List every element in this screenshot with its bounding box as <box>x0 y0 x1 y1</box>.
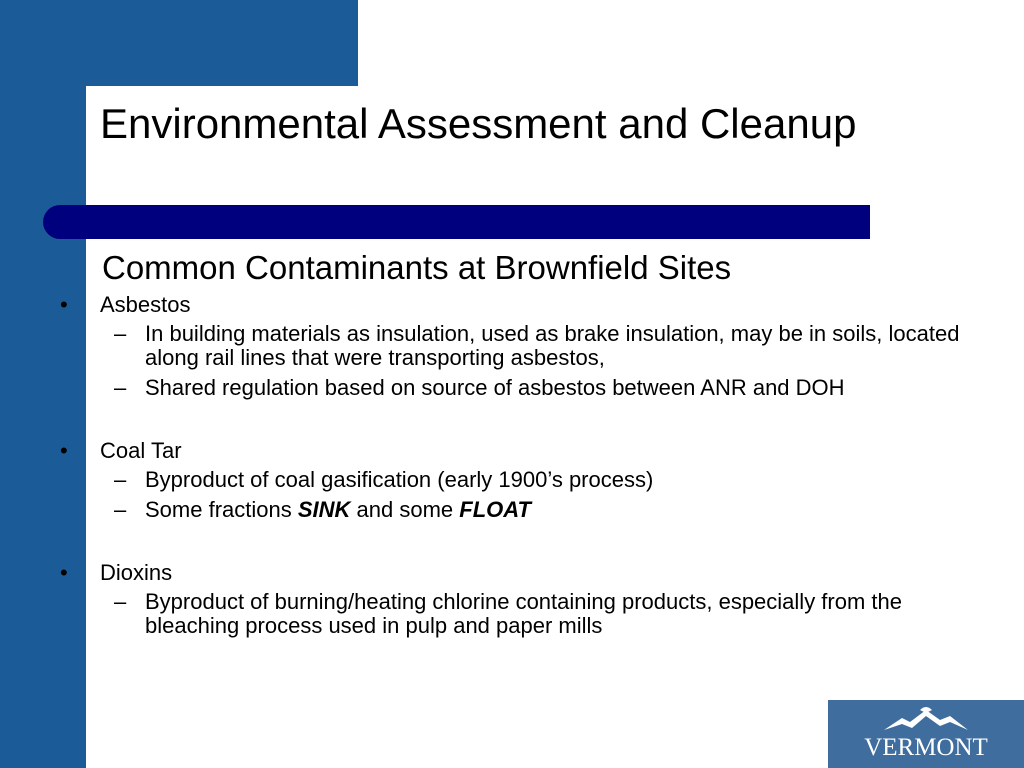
sub-item-text-part: and some <box>350 497 460 522</box>
sub-list <box>58 468 988 522</box>
subheading: Common Contaminants at Brownfield Sites <box>102 249 732 286</box>
sub-item-text: Byproduct of burning/heating chlorine containing products, especially from the bleaching process used in pulp and paper mills <box>145 589 903 638</box>
spacer <box>58 406 988 438</box>
bullet-item <box>58 560 988 586</box>
bullet-item <box>58 438 988 464</box>
bullet-icon: • <box>60 292 68 317</box>
sink-emphasis: SINK <box>297 497 351 522</box>
spacer <box>58 528 988 560</box>
bullet-icon: • <box>60 560 68 585</box>
dash-icon: – <box>114 375 127 400</box>
sub-item-text: In building materials as insulation, used as brake insulation, may be in soils, located along rail lines that were transporting asbestos, <box>145 321 960 370</box>
dash-icon: – <box>114 497 127 522</box>
sub-item-text: Byproduct of coal gasification (early 1900’s process) <box>145 467 654 492</box>
bullet-item <box>58 292 988 318</box>
dash-icon: – <box>114 589 127 614</box>
section-coal-tar <box>58 438 988 522</box>
mountain-icon <box>880 704 972 736</box>
sub-list <box>58 322 988 400</box>
sub-item <box>58 590 988 638</box>
accent-bar <box>43 205 870 239</box>
section-dioxins <box>58 560 988 638</box>
dash-icon: – <box>114 321 127 346</box>
top-band <box>0 0 358 86</box>
sub-item <box>58 468 988 492</box>
sub-item <box>58 376 988 400</box>
logo-text: VERMONT <box>864 734 988 761</box>
bullet-label: Coal Tar <box>100 438 182 463</box>
vermont-logo <box>828 700 1024 768</box>
float-emphasis: FLOAT <box>459 497 531 522</box>
sub-list <box>58 590 988 638</box>
slide-title: Environmental Assessment and Cleanup <box>100 100 857 147</box>
sub-item-text-part: Some fractions <box>145 497 298 522</box>
dash-icon: – <box>114 467 127 492</box>
sub-item-text: Shared regulation based on source of asbestos between ANR and DOH <box>145 375 845 400</box>
slide-content <box>58 248 988 644</box>
sub-item <box>58 498 988 522</box>
bullet-label: Dioxins <box>100 560 173 585</box>
section-asbestos <box>58 292 988 400</box>
bullet-label: Asbestos <box>100 292 191 317</box>
bullet-icon: • <box>60 438 68 463</box>
sub-item <box>58 322 988 370</box>
